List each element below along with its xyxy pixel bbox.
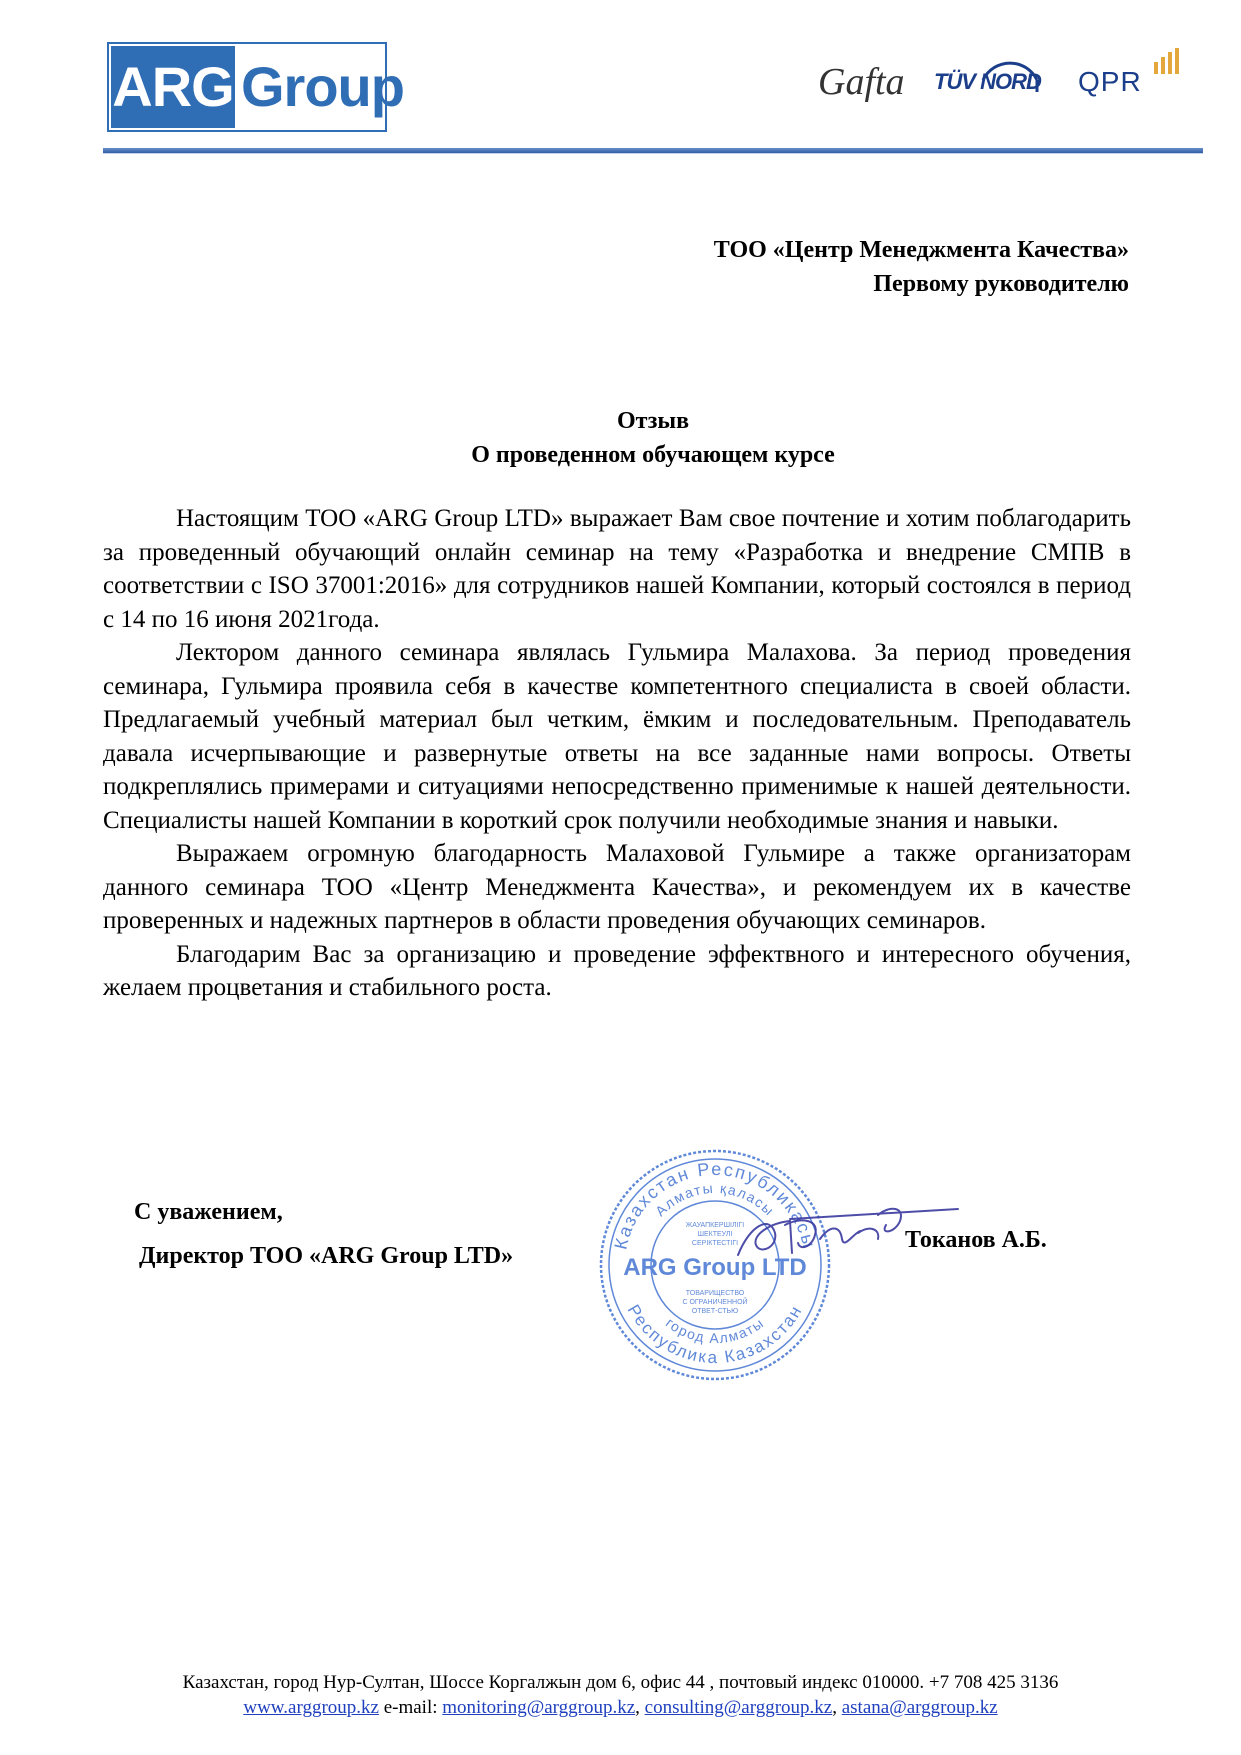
closing-position: Директор ТОО «ARG Group LTD» [139, 1243, 514, 1269]
email-link-consulting[interactable]: consulting@arggroup.kz [644, 1697, 833, 1718]
paragraph: Благодарим Вас за организацию и проведение эффектвного и интересного обучения, желаем процветания и стабильного роста. [103, 940, 1131, 1001]
closing-block [134, 1190, 513, 1278]
title-line-2: О проведенном обучающем курсе [471, 442, 835, 468]
paragraph: Настоящим ТОО «ARG Group LTD» выражает Вам свое почтение и хотим поблагодарить за проведенный обучающий онлайн семинар на тему «Разработка и внедрение СМПВ в соответствии с ISO 37001:2016» для сотрудников нашей Компании, который состоялся в период с 14 по 16 июня 2021года. [103, 505, 1131, 633]
addressee-recipient: Первому руководителю [873, 271, 1129, 297]
stamp-inner-top-1: ЖАУАПКЕРШІЛІГІ [685, 1222, 745, 1229]
stamp-inner-bottom-1: ТОВАРИЩЕСТВО [685, 1290, 745, 1297]
arg-group-logo [107, 42, 404, 132]
stamp-inner-top-3: СЕРІКТЕСТІГІ [691, 1240, 739, 1247]
logo-arg-part: ARG [111, 46, 235, 128]
website-link[interactable]: www.arggroup.kz [243, 1697, 379, 1718]
stamp-inner-bottom-3: ОТВЕТ-СТЬЮ [691, 1308, 739, 1315]
separator: , [635, 1697, 645, 1718]
letter-body [103, 502, 1131, 1005]
email-link-astana[interactable]: astana@arggroup.kz [841, 1697, 998, 1718]
separator: , [832, 1697, 842, 1718]
email-link-monitoring[interactable]: monitoring@arggroup.kz [442, 1697, 636, 1718]
title-line-1: Отзыв [616, 408, 690, 434]
stamp-inner-top-2: ШЕКТЕУЛІ [697, 1231, 733, 1238]
tuv-nord-arc-icon [975, 40, 1045, 100]
logo-group-part: Group [241, 55, 404, 118]
addressee-organization: ТОО «Центр Менеджмента Качества» [713, 237, 1129, 263]
footer-address: Казахстан, город Нур-Султан, Шоссе Коргалжын дом 6, офис 44 , почтовый индекс 010000. +7 708 425 3136 [182, 1672, 1059, 1693]
stamp-outer-bottom-2: Республика Казахстан [623, 1301, 807, 1368]
paragraph: Лектором данного семинара являлась Гульмира Малахова. За период проведения семинара, Гульмира проявила себя в качестве компетентного специалиста в своей области. Предлагаемый учебный материал был четким, ёмким и последовательным. Преподаватель давала исчерпывающие и развернутые ответы на все заданные нами вопросы. Ответы подкреплялись примерами и ситуациями непосредственно применимые к нашей деятельности. Специалисты нашей Компании в короткий срок получили необходимые знания и навыки. [103, 639, 1131, 834]
gafta-logo: Gafta [818, 61, 905, 103]
document-title [103, 404, 1203, 472]
stamp-center-name: ARG Group LTD [623, 1254, 807, 1281]
footer-contacts [0, 1695, 1241, 1720]
stamp-inner-bottom-2: С ОГРАНИЧЕННОЙ [682, 1299, 748, 1306]
signer-name: Токанов А.Б. [905, 1227, 1047, 1253]
qpr-logo: QPR [1078, 66, 1142, 97]
stamp-outer-top-2: Алматы қаласы [651, 1179, 778, 1220]
qpr-bars-icon [1152, 48, 1182, 74]
stamp-outer-top: Казахстан Республикасы [610, 1158, 820, 1252]
footer [0, 1670, 1241, 1720]
email-label: e-mail: [378, 1697, 443, 1718]
addressee-block [714, 233, 1129, 301]
closing-salutation: С уважением, [134, 1199, 283, 1225]
header-divider [103, 148, 1203, 154]
paragraph: Выражаем огромную благодарность Малаховой Гульмире а также организаторам данного семинара ТОО «Центр Менеджмента Качества», и рекомендуем их в качестве проверенных и надежных партнеров в области проведения обучающих семинаров. [103, 840, 1131, 934]
stamp-outer-bottom: город Алматы [662, 1314, 768, 1347]
tuv-nord-logo: TÜV NORD [934, 69, 1041, 94]
